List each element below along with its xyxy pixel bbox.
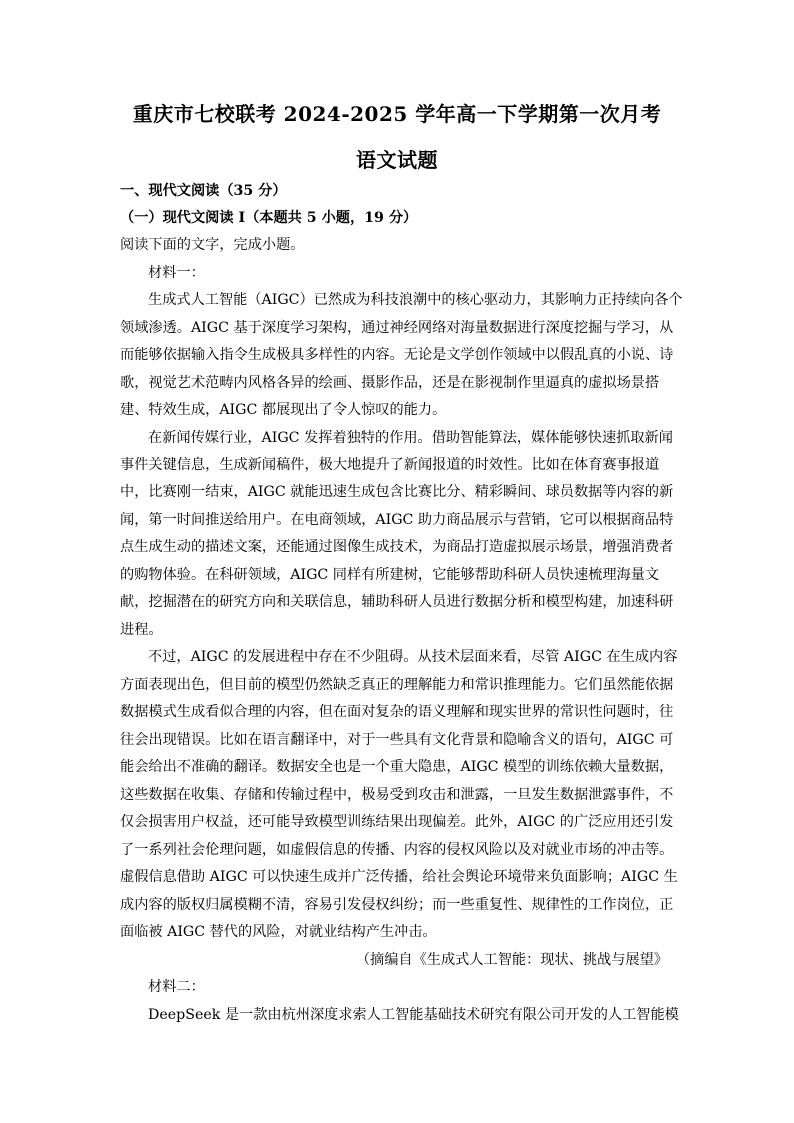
paragraph-line: 而能够依据输入指令生成极具多样性的内容。无论是文学创作领域中以假乱真的小说、诗	[120, 347, 674, 363]
section-heading: 一、现代文阅读（35 分）	[120, 183, 287, 199]
instruction-text: 阅读下面的文字，完成小题。	[120, 237, 305, 253]
paragraph-line: 往会出现错误。比如在语言翻译中，对于一些具有文化背景和隐喻含义的语句，AIGC 可	[120, 732, 674, 748]
material-label: 材料二：	[148, 979, 205, 995]
paragraph-line: 中，比赛刚一结束，AIGC 就能迅速生成包含比赛比分、精彩瞬间、球员数据等内容的新	[120, 484, 674, 500]
paragraph-line: 事件关键信息，生成新闻稿件，极大地提升了新闻报道的时效性。比如在体育赛事报道	[120, 457, 660, 473]
paragraph-line: 了一系列社会伦理问题，如虚假信息的传播、内容的侵权风险以及对就业市场的冲击等。	[120, 842, 674, 858]
paragraph-line: 闻，第一时间推送给用户。在电商领域，AIGC 助力商品展示与营销，它可以根据商品特	[120, 512, 674, 528]
paragraph-line: 歌，视觉艺术范畴内风格各异的绘画、摄影作品，还是在影视制作里逼真的虚拟场景搭	[120, 375, 660, 391]
page-title: 重庆市七校联考 2024-2025 学年高一下学期第一次月考	[132, 102, 662, 126]
paragraph-line: 进程。	[120, 622, 163, 638]
page-subtitle: 语文试题	[356, 148, 438, 172]
paragraph-line: 方面表现出色，但目前的模型仍然缺乏真正的理解能力和常识推理能力。它们虽然能依据	[120, 677, 674, 693]
paragraph-line: 的购物体验。在科研领域，AIGC 同样有所建树，它能够帮助科研人员快速梳理海量文	[120, 567, 660, 583]
paragraph-line: 能会给出不准确的翻译。数据安全也是一个重大隐患，AIGC 模型的训练依赖大量数据，	[120, 759, 674, 775]
paragraph-line: 领域渗透。AIGC 基于深度学习架构，通过神经网络对海量数据进行深度挖掘与学习，从	[120, 320, 674, 336]
paragraph-line: 仅会损害用户权益，还可能导致模型训练结果出现偏差。此外，AIGC 的广泛应用还引发	[120, 814, 674, 830]
paragraph-line: DeepSeek 是一款由杭州深度求索人工智能基础技术研究有限公司开发的人工智能模	[148, 1007, 679, 1023]
paragraph-line: 生成式人工智能（AIGC）已然成为科技浪潮中的核心驱动力，其影响力正持续向各个	[148, 292, 683, 308]
subsection-heading: （一）现代文阅读 I（本题共 5 小题，19 分）	[120, 210, 418, 226]
paragraph-line: 在新闻传媒行业，AIGC 发挥着独特的作用。借助智能算法，媒体能够快速抓取新闻	[148, 430, 673, 446]
source-citation: （摘编自《生成式人工智能：现状、挑战与展望》	[355, 952, 668, 968]
paragraph-line: 这些数据在收集、存储和传输过程中，极易受到攻击和泄露，一旦发生数据泄露事件，不	[120, 787, 674, 803]
paragraph-line: 不过，AIGC 的发展进程中存在不少阻碍。从技术层面来看，尽管 AIGC 在生成内容	[148, 649, 678, 665]
paragraph-line: 数据模式生成看似合理的内容，但在面对复杂的语义理解和现实世界的常识性问题时，往	[120, 704, 674, 720]
paragraph-line: 点生成生动的描述文案，还能通过图像生成技术，为商品打造虚拟展示场景，增强消费者	[120, 539, 674, 555]
paragraph-line: 面临被 AIGC 替代的风险，对就业结构产生冲击。	[120, 924, 437, 940]
paragraph-line: 成内容的版权归属模糊不清，容易引发侵权纠纷；而一些重复性、规律性的工作岗位，正	[120, 897, 674, 913]
material-label: 材料一：	[148, 265, 205, 281]
paragraph-line: 建、特效生成，AIGC 都展现出了令人惊叹的能力。	[120, 402, 447, 418]
paragraph-line: 虚假信息借助 AIGC 可以快速生成并广泛传播，给社会舆论环境带来负面影响；AIGC 生	[120, 869, 678, 885]
paragraph-line: 献，挖掘潜在的研究方向和关联信息，辅助科研人员进行数据分析和模型构建，加速科研	[120, 594, 674, 610]
